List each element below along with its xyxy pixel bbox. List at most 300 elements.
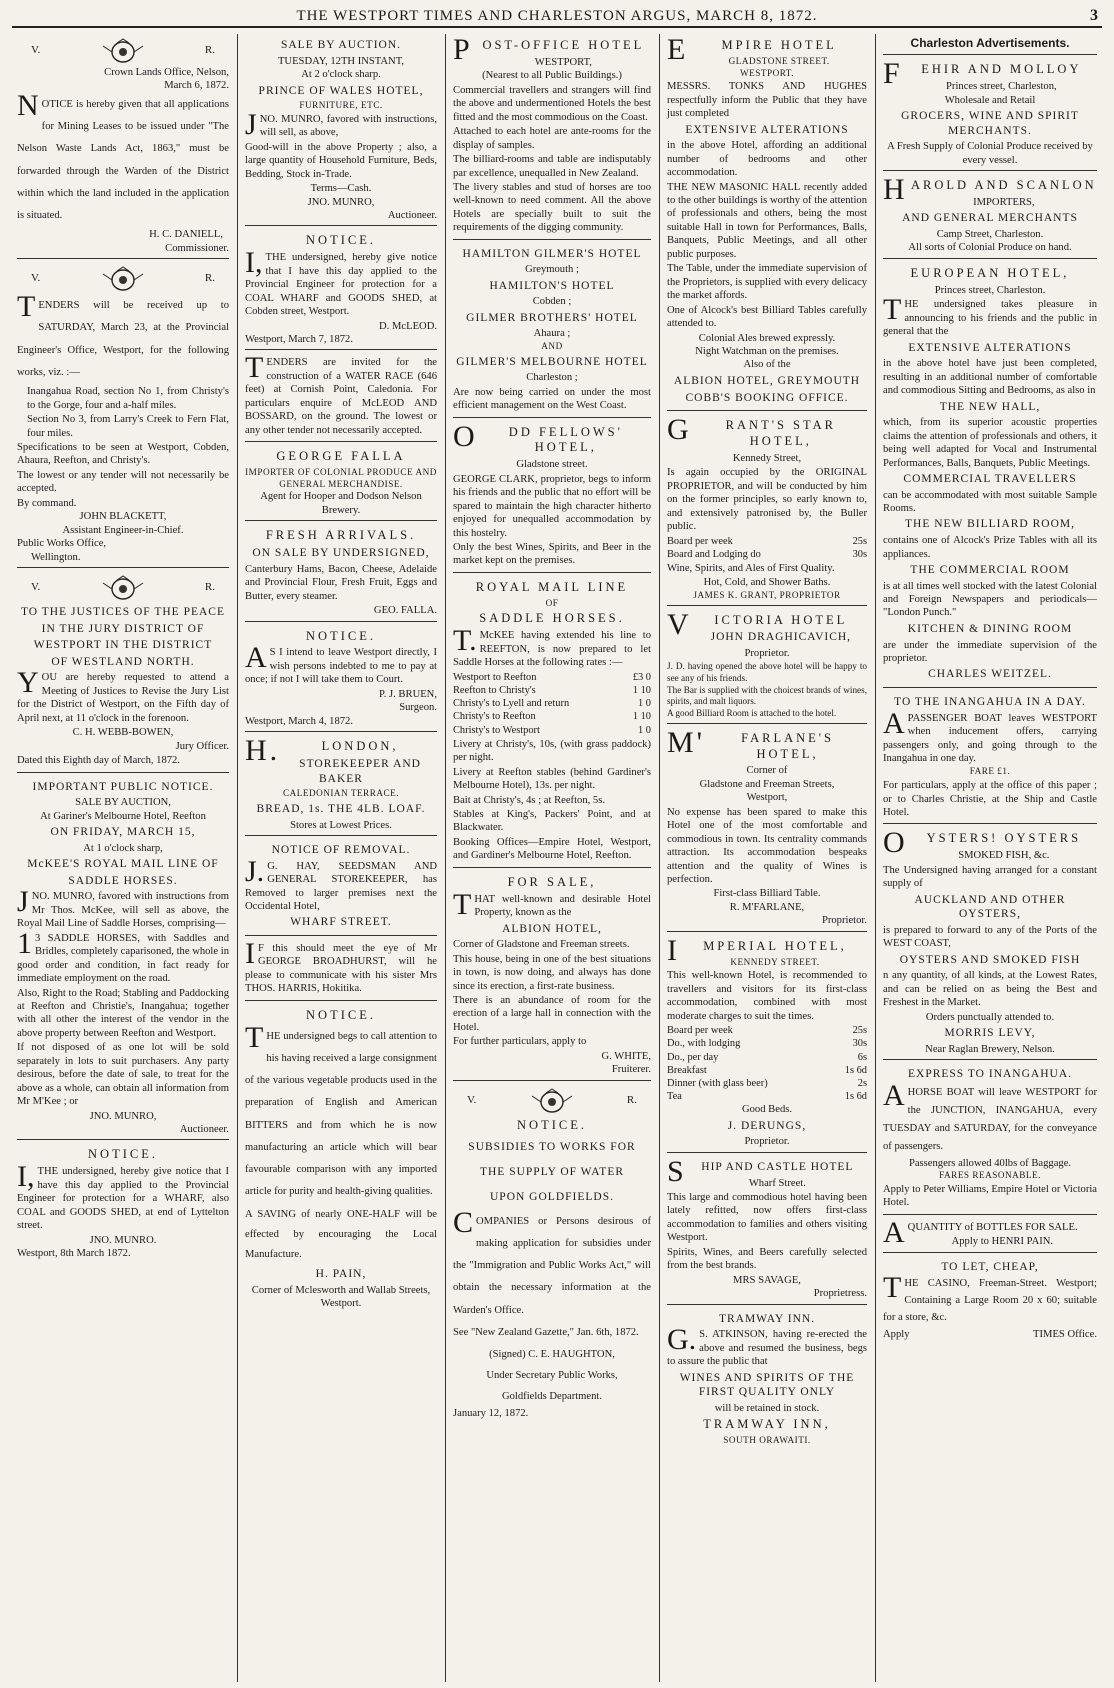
ad-body: THE NEW MASONIC HALL recently added to the other buildings is worthy of the attention of professionals and others, being the most suitable Hall in town for Performances, Balls, Banquets, Public Meetings, and all other public purposes. bbox=[667, 181, 867, 260]
price-cell: 1 10 bbox=[632, 711, 651, 723]
ad-body: Is again occupied by the ORIGINAL PROPRIETOR, and will be conducted by him on the former principles, so early known to, and extensively patronised by, the Buller public. bbox=[667, 467, 867, 533]
rate-row bbox=[667, 1051, 867, 1064]
business-name: H.LONDON, bbox=[245, 734, 399, 768]
agent-line: Agent for Hooper and Dodson Nelson Brewery. bbox=[260, 491, 422, 516]
of-line: OF bbox=[545, 597, 559, 608]
ad-body: which, from its superior acoustic properties claims the attention of professionals and others, it being well adapted for Vocal and Instrumental Performances, Balls, Banquets, Public Meetings. bbox=[883, 417, 1097, 469]
price-cell: 1 0 bbox=[638, 724, 651, 736]
vr-crest-header bbox=[17, 264, 229, 294]
ad-body: The Undersigned having arranged for a constant supply of bbox=[883, 864, 1097, 890]
crown-lands-notice bbox=[17, 34, 229, 259]
item-cell: Dinner (with glass beer) bbox=[667, 1078, 768, 1090]
imperial-hotel-ad bbox=[667, 935, 867, 1153]
column-rule bbox=[875, 34, 876, 1682]
important-notice bbox=[17, 776, 229, 1141]
ad-body: THE CASINO, Freeman-Street. Westport; Containing a Large Room 20 x 60; suitable for a store, &c. bbox=[883, 1271, 1097, 1324]
ad-body: in the above hotel have just been completed, resulting in an additional number of comfortable and commodious Sitting and Bedrooms, as also in bbox=[883, 358, 1097, 397]
item-cell: Board per week bbox=[667, 1025, 733, 1037]
apply-line: Apply to Peter Williams, Empire Hotel or Victoria Hotel. bbox=[883, 1184, 1097, 1209]
european-hotel-ad bbox=[883, 262, 1097, 688]
sale-line: SALE BY AUCTION, bbox=[75, 797, 171, 809]
orders-line: Orders punctually attended to. bbox=[925, 1011, 1055, 1023]
sub-heading: THE NEW HALL, bbox=[939, 400, 1041, 413]
ad-body: AHORSE BOAT will leave WESTPORT for the JUNCTION, INANGAHUA, every TUESDAY and SATURDAY, for the conveyance of passengers. bbox=[883, 1078, 1097, 1152]
ad-body: The Bar is supplied with the choicest brands of wines, spirits, and malt liquors. bbox=[667, 684, 867, 706]
item-cell: Board and Lodging do bbox=[667, 548, 761, 560]
saving-line: A SAVING of nearly ONE-HALF will be effected by encouraging the Local Manufacture. bbox=[245, 1208, 437, 1260]
rate-row bbox=[667, 1024, 867, 1037]
signatory-role: Commissioner. bbox=[165, 242, 229, 254]
price-cell: £3 0 bbox=[632, 671, 651, 683]
place-line: Cobden ; bbox=[532, 296, 572, 308]
signatory: (Signed) C. E. HAUGHTON, bbox=[489, 1348, 615, 1360]
vr-letter-v: V. bbox=[31, 44, 41, 57]
signatory-role: Jury Officer. bbox=[175, 740, 229, 752]
justices-notice bbox=[17, 571, 229, 773]
rates-table bbox=[667, 1024, 867, 1103]
heading: FOR SALE, bbox=[507, 874, 597, 889]
bitters-notice bbox=[245, 1004, 437, 1314]
goods-line: FURNITURE, ETC. bbox=[299, 100, 383, 111]
empire-hotel-ad bbox=[667, 34, 867, 411]
signatory: MRS SAVAGE, bbox=[733, 1274, 801, 1286]
ad-body: AQUANTITY of BOTTLES FOR SALE. bbox=[883, 1215, 1078, 1249]
business-name: VICTORIA HOTEL bbox=[667, 607, 848, 641]
royal-crest-icon bbox=[100, 266, 146, 292]
ad-body: contains one of Alcock's Prize Tables with all its appliances. bbox=[883, 535, 1097, 560]
vr-letter-r: R. bbox=[204, 44, 215, 57]
sub-heading: THE NEW BILLIARD ROOM, bbox=[905, 518, 1075, 531]
ad-body: JNO. MUNRO, favored with instructions, will sell, as above, bbox=[245, 107, 437, 141]
charleston-header bbox=[883, 34, 1097, 55]
price-cell: 30s bbox=[852, 1038, 867, 1050]
heading-line: McKEE'S ROYAL MAIL LINE OF bbox=[27, 858, 219, 871]
route-cell: Christy's to Westport bbox=[453, 724, 540, 736]
business-name: SHIP AND CASTLE HOTEL bbox=[667, 1154, 854, 1188]
heading: NOTICE. bbox=[88, 1147, 158, 1162]
vr-letter-v: V. bbox=[31, 272, 41, 285]
sub-heading: AUCKLAND AND OTHER OYSTERS, bbox=[914, 893, 1066, 921]
office-label: TIMES Office. bbox=[1033, 1329, 1097, 1341]
and-line: AND bbox=[541, 340, 563, 351]
heading: SADDLE HORSES. bbox=[479, 611, 625, 626]
signatory: G. WHITE, bbox=[601, 1050, 651, 1062]
notice-body: THE undersigned begs to call attention to his having received a large consignment of the various vegetable products used in the preparation of English and American BITTERS and from which he is now manufacturing an article which will bear favourable comparison with any imported article for purity and health-giving qualities. bbox=[245, 1020, 437, 1198]
office-line: Crown Lands Office, Nelson, bbox=[104, 67, 229, 78]
signatory: JAMES K. GRANT, PROPRIETOR bbox=[693, 589, 841, 600]
ad-body: No expense has been spared to make this Hotel one of the most comfortable and commodious in town. Its centrality commands attraction. Its accommodation bespeaks attention and the quality of Wines is perfection. bbox=[667, 806, 867, 886]
price-cell: 1s 6d bbox=[844, 1091, 867, 1103]
place-line: SOUTH ORAWAITI. bbox=[723, 1435, 811, 1446]
mcleod-notice bbox=[245, 229, 437, 350]
vr-letter-v: V. bbox=[467, 1093, 477, 1106]
trade-line: GROCERS, WINE AND SPIRIT MERCHANTS. bbox=[901, 110, 1079, 137]
route-cell: Reefton to Christy's bbox=[453, 684, 536, 696]
sub-heading: SMOKED FISH, &c. bbox=[958, 850, 1050, 862]
ad-body: This well-known Hotel, is recommended to travellers and visitors for its first-class accommodation, combined with most moderate charges to suit the times. bbox=[667, 970, 867, 1022]
vr-crest-header bbox=[17, 573, 229, 603]
sub-heading: SUBSIDIES TO WORKS FOR bbox=[468, 1140, 636, 1153]
ad-body: Night Watchman on the premises. bbox=[695, 346, 839, 357]
notice-body: YOU are hereby requested to attend a Meeting of Justices to Revise the Jury List for the District of Westport, on the Fifth day of April next, at 11 o'clock in the forenoon. bbox=[17, 666, 229, 724]
billiard-line: First-class Billiard Table. bbox=[713, 888, 821, 900]
royal-crest-icon bbox=[529, 1088, 575, 1114]
vr-crest-header bbox=[453, 1086, 651, 1116]
rate-row bbox=[667, 1077, 867, 1090]
gilmer-hotels-ad bbox=[453, 243, 651, 418]
place-line: Near Raglan Brewery, Nelson. bbox=[925, 1043, 1055, 1055]
price-cell: 30s bbox=[852, 548, 867, 560]
signatory-role: Under Secretary Public Works, bbox=[486, 1370, 618, 1382]
date-line: Westport, March 7, 1872. bbox=[245, 334, 354, 345]
ad-body: Are now being carried on under the most efficient management on the West Coast. bbox=[453, 386, 651, 412]
notice-body: I,THE undersigned, hereby give notice that I have this day applied to the Provincial Engineer for protection for a COAL WHARF and GOODS SHED, at Cobden street, Westport. bbox=[245, 246, 437, 318]
business-name: M'FARLANE'S HOTEL, bbox=[667, 725, 834, 761]
rate-row bbox=[453, 684, 651, 697]
lot-line: 13 SADDLE HORSES, with Saddles and Bridles, completely caparisoned, the whole in good order and condition, in fact ready for immediate employment on the road. bbox=[17, 926, 229, 985]
column-1 bbox=[12, 34, 234, 1682]
ad-body: APASSENGER BOAT leaves WESTPORT when inducement offers, carrying passengers only, and going through to the Inangahua in one day. bbox=[883, 706, 1097, 764]
fares-line: FARES REASONABLE. bbox=[939, 1170, 1041, 1181]
heading: TRAMWAY INN. bbox=[718, 1312, 816, 1325]
dated-line: Dated this Eighth day of March, 1872. bbox=[17, 755, 180, 767]
hotel-name: ALBION HOTEL, GREYMOUTH bbox=[673, 374, 861, 387]
ad-body: Only the best Wines, Spirits, and Beer in the market kept on the premises. bbox=[453, 542, 651, 567]
place-line: CALEDONIAN TERRACE. bbox=[282, 788, 399, 799]
stables-line: Stables at King's, Packers' Point, and at Blackwater. bbox=[453, 809, 651, 834]
street-line: Princes street, Charleston, bbox=[946, 81, 1057, 93]
notice-body: AS I intend to leave Westport directly, I wish persons indebted to me to pay at once; if not I will take them to Court. bbox=[245, 641, 437, 686]
ad-body: MESSRS. TONKS AND HUGHES respectfully inform the Public that they have just completed bbox=[667, 81, 867, 120]
fare-line: FARE £1. bbox=[969, 766, 1011, 777]
rate-row bbox=[453, 724, 651, 737]
masthead bbox=[12, 6, 1102, 28]
rate-row bbox=[453, 710, 651, 723]
livery-line: Livery at Christy's, 10s, (with grass paddock) per night. bbox=[453, 738, 651, 764]
ad-body: THE undersigned takes pleasure in announcing to his friends and the public in general that the bbox=[883, 293, 1097, 338]
sub-heading: THE SUPPLY OF WATER bbox=[479, 1165, 625, 1178]
grants-star-hotel-ad bbox=[667, 414, 867, 605]
notice-body: NOTICE is hereby given that all applications for Mining Leases to be issued under "The Nelson Waste Lands Act, 1863," must be forwarded through the Warden of the District within which the land included in the application is situated. bbox=[17, 88, 229, 222]
sub-heading: KITCHEN & DINING ROOM bbox=[907, 622, 1073, 635]
victoria-hotel-ad bbox=[667, 609, 867, 724]
ad-body: Spirits, Wines, and Beers carefully selected from the best brands. bbox=[667, 1246, 867, 1272]
albion-for-sale-ad bbox=[453, 871, 651, 1081]
signatory: H. C. DANIELL, bbox=[149, 229, 223, 241]
signatory: H. PAIN, bbox=[315, 1267, 367, 1280]
item-cell: Breakfast bbox=[667, 1064, 707, 1076]
ad-body: There is an abundance of room for the erection of a large hall in connection with the Hotel. bbox=[453, 995, 651, 1033]
price-cell: 1s 6d bbox=[844, 1064, 867, 1076]
business-name: ODD FELLOWS' HOTEL, bbox=[453, 419, 623, 455]
place-line: Charleston ; bbox=[526, 372, 578, 384]
rate-row bbox=[667, 1037, 867, 1050]
bait-line: Bait at Christy's, 4s ; at Reefton, 5s. bbox=[453, 794, 605, 806]
ad-body: The Table, under the immediate supervision of the Proprietors, is supplied with every delicacy the market affords. bbox=[667, 263, 867, 302]
sub-heading: ON SALE BY UNDERSIGNED, bbox=[252, 547, 430, 560]
signatory-role: Proprietor. bbox=[821, 915, 867, 927]
signatory: R. M'FARLANE, bbox=[729, 901, 805, 913]
ad-body: Attached to each hotel are ante-rooms for the display of samples. bbox=[453, 126, 651, 151]
signatory-role: Fruiterer. bbox=[611, 1064, 651, 1076]
ad-body: Wine, Spirits, and Ales of First Quality. bbox=[667, 562, 835, 574]
signatory-role: Proprietress. bbox=[813, 1288, 867, 1300]
place-line: Wellington. bbox=[31, 551, 81, 563]
mfarlanes-hotel-ad bbox=[667, 727, 867, 932]
ad-body: A Fresh Supply of Colonial Produce received by every vessel. bbox=[887, 141, 1093, 166]
london-ad bbox=[245, 735, 437, 836]
date-line: January 12, 1872. bbox=[453, 1408, 529, 1420]
section-heading: Charleston Advertisements. bbox=[910, 36, 1070, 50]
bottles-ad bbox=[883, 1215, 1097, 1253]
trade-line: IMPORTER OF COLONIAL PRODUCE AND GENERAL MERCHANDISE. bbox=[245, 467, 437, 489]
dept-line: Goldfields Department. bbox=[501, 1391, 603, 1403]
heading-line: IN THE JURY DISTRICT OF bbox=[41, 622, 205, 635]
sub-line: (Nearest to all Public Buildings.) bbox=[482, 70, 622, 82]
signatory: C. H. WEBB-BOWEN, bbox=[72, 727, 174, 739]
ad-body: The billiard-rooms and table are indisputably par excellence, unequalled in New Zealand. bbox=[453, 154, 651, 179]
column-5 bbox=[878, 34, 1102, 1682]
notice-body: JNO. MUNRO, favored with instructions from Mr Thos. McKee, will sell as above, the Royal Mail Line of Saddle Horses, comprising— bbox=[17, 885, 229, 930]
trade-line: IMPORTERS, bbox=[973, 196, 1035, 208]
ad-body: A good Billiard Room is attached to the hotel. bbox=[667, 707, 837, 718]
post-office-hotel-ad bbox=[453, 34, 651, 240]
ad-body: GEORGE CLARK, proprietor, begs to inform his friends and the public that no effort will be spared to maintain the high character hitherto enjoyed for unequalled accommodation by this hostelry. bbox=[453, 473, 651, 539]
rate-row bbox=[667, 535, 867, 548]
ad-body: is prepared to forward to any of the Ports of the WEST COAST, bbox=[883, 924, 1097, 950]
bruen-notice bbox=[245, 625, 437, 733]
auction-ad bbox=[245, 34, 437, 226]
hotel-name: HAMILTON GILMER'S HOTEL bbox=[462, 247, 642, 260]
column-2 bbox=[240, 34, 442, 1682]
passenger-boat-ad bbox=[883, 691, 1097, 824]
tender-intro: TENDERS will be received up to SATURDAY, March 23, at the Provincial Engineer's Office, Westport, for the following works, viz. :— bbox=[17, 290, 229, 378]
ad-body: This house, being in one of the best situations in town, is now doing, and always has done since its erection, a first-rate business. bbox=[453, 953, 651, 992]
street-line: KENNEDY STREET. bbox=[730, 956, 820, 967]
signatory: MORRIS LEVY, bbox=[944, 1027, 1036, 1040]
column-rule bbox=[659, 34, 660, 1682]
heading: NOTICE OF REMOVAL. bbox=[271, 844, 411, 856]
tender-item: Section No 3, from Larry's Creek to Fern Flat, four miles. bbox=[27, 414, 229, 439]
signatory: D. McLEOD. bbox=[379, 320, 437, 332]
business-name: GEORGE FALLA bbox=[276, 449, 406, 464]
water-race-tender bbox=[245, 353, 437, 442]
trade-line: STOREKEEPER AND BAKER bbox=[299, 758, 421, 785]
ad-body: Corner of Gladstone and Freeman streets. bbox=[453, 939, 630, 951]
price-cell: 2s bbox=[857, 1078, 867, 1090]
harold-scanlon-ad bbox=[883, 174, 1097, 259]
sub-heading: EXTENSIVE ALTERATIONS bbox=[908, 341, 1072, 354]
time-line: At 2 o'clock sharp. bbox=[301, 69, 381, 81]
sub-heading: EXTENSIVE ALTERATIONS bbox=[685, 123, 849, 136]
office-name: COBB'S BOOKING OFFICE. bbox=[685, 391, 849, 404]
baggage-line: Passengers allowed 40lbs of Baggage. bbox=[908, 1157, 1072, 1169]
ad-body: n any quantity, of all kinds, at the Lowest Rates, and can be relied on as being the Best and Freshest in the Market. bbox=[883, 970, 1097, 1009]
business-name: HAROLD AND SCANLON bbox=[883, 173, 1097, 207]
royal-mail-line-ad bbox=[453, 576, 651, 868]
signatory: GEO. FALLA. bbox=[373, 605, 437, 617]
hotel-name: ALBION HOTEL, bbox=[502, 922, 602, 935]
street-line: WHARF STREET. bbox=[290, 916, 392, 929]
notice-body: I,THE undersigned, hereby give notice that I have this day applied to the Provincial Engineer for protection for a WHARF, also COAL and GOODS SHED, at end of Lyttelton street. bbox=[17, 1160, 229, 1232]
street-line: Kennedy Street, bbox=[732, 452, 802, 464]
water-subsidy-notice bbox=[453, 1084, 651, 1424]
location-line: At Gariner's Melbourne Hotel, Reefton bbox=[40, 810, 206, 822]
odd-fellows-hotel-ad bbox=[453, 421, 651, 573]
column-3 bbox=[448, 34, 656, 1682]
ad-body: in the above Hotel, affording an additional number of bedrooms and other accommodation. bbox=[667, 140, 867, 179]
route-cell: Westport to Reefton bbox=[453, 671, 537, 683]
livery-line: Livery at Reefton stables (behind Gardiner's Melbourne Hotel), 13s. per night. bbox=[453, 766, 651, 792]
vr-letter-r: R. bbox=[204, 272, 215, 285]
signatory: J. DERUNGS, bbox=[727, 1119, 807, 1132]
signatory: CHARLES WEITZEL. bbox=[928, 668, 1052, 681]
see-line: See "New Zealand Gazette," Jan. 6th, 1872. bbox=[453, 1326, 639, 1338]
town-line: WESTPORT, bbox=[534, 56, 592, 68]
stock-line: will be retained in stock. bbox=[714, 1402, 820, 1414]
street-line: Gladstone street. bbox=[516, 459, 588, 471]
column-4 bbox=[662, 34, 872, 1682]
item-cell: Board per week bbox=[667, 535, 733, 547]
rates-table bbox=[453, 671, 651, 737]
signatory-role: Surgeon. bbox=[399, 702, 437, 714]
business-name: TRAMWAY INN, bbox=[703, 1417, 831, 1432]
tender-body: TENDERS are invited for the construction of a WATER RACE (646 feet) at Cornish Point, Caledonia. For particulars enquire of McLEOD AND BOSSARD, on the ground. The lowest or any other tender not necessarily accepted. bbox=[245, 351, 437, 436]
price-cell: 1 0 bbox=[638, 698, 651, 710]
fresh-arrivals-ad bbox=[245, 524, 437, 621]
heading: TO LET, CHEAP, bbox=[941, 1260, 1039, 1273]
vr-letter-r: R. bbox=[626, 1093, 637, 1106]
signatory: JNO. MUNRO. bbox=[89, 1234, 157, 1246]
sub-heading: THE COMMERCIAL ROOM bbox=[910, 563, 1070, 576]
date-line: Westport, 8th March 1872. bbox=[17, 1248, 131, 1260]
street-line: GLADSTONE STREET. bbox=[728, 55, 830, 66]
price-line: BREAD, 1s. THE 4LB. LOAF. bbox=[256, 802, 426, 815]
ad-body: G.S. ATKINSON, having re-erected the above and resumed the business, begs to assure the public that bbox=[667, 1323, 867, 1368]
oysters-ad bbox=[883, 827, 1097, 1060]
signatory: P. J. BRUEN, bbox=[379, 688, 437, 700]
ad-body: is at all times well stocked with the latest Colonial and Foreign Newspapers and periodicals— "London Punch." bbox=[883, 580, 1097, 619]
notice-body: IF this should meet the eye of Mr GEORGE BROADHURST, will he please to communicate with his sister Mrs THOS. HARRIS, Hokitika. bbox=[245, 937, 437, 995]
item-cell: Tea bbox=[667, 1091, 682, 1103]
falla-ad bbox=[245, 445, 437, 521]
ad-body: All sorts of Colonial Produce on hand. bbox=[908, 242, 1072, 254]
vr-letter-v: V. bbox=[31, 581, 41, 594]
column-rule bbox=[237, 34, 238, 1682]
rate-row bbox=[667, 1064, 867, 1077]
business-name: FEHIR AND MOLLOY bbox=[883, 57, 1082, 91]
corner-line: Corner of bbox=[746, 765, 788, 777]
signatory-role: Proprietor. bbox=[744, 1136, 790, 1148]
heading: SALE BY AUCTION. bbox=[280, 39, 402, 51]
heading: NOTICE. bbox=[306, 628, 376, 643]
price-cell: 25s bbox=[852, 1025, 867, 1037]
heading: FRESH ARRIVALS. bbox=[265, 528, 417, 543]
royal-crest-icon bbox=[100, 38, 146, 64]
date-line: March 6, 1872. bbox=[164, 80, 229, 92]
signatory: JOHN BLACKETT, bbox=[79, 511, 167, 523]
town-line: Westport, bbox=[746, 792, 788, 804]
hotel-name: GILMER'S MELBOURNE HOTEL bbox=[456, 355, 648, 368]
ad-body: Colonial Ales brewed expressly. bbox=[698, 332, 836, 344]
business-name: GRANT'S STAR HOTEL, bbox=[667, 413, 836, 448]
item-cell: Do., per day bbox=[667, 1051, 719, 1063]
rates-table bbox=[667, 535, 867, 561]
beds-line: Good Beds. bbox=[741, 1104, 793, 1116]
apply-label: Apply bbox=[883, 1329, 910, 1341]
ad-body: J. D. having opened the above hotel will be happy to see any of his friends. bbox=[667, 661, 867, 683]
express-inangahua-ad bbox=[883, 1063, 1097, 1215]
ad-body: THAT well-known and desirable Hotel Property, known as the bbox=[453, 887, 651, 921]
signatory-role: Assistant Engineer-in-Chief. bbox=[62, 524, 184, 536]
business-name: IMPERIAL HOTEL, bbox=[667, 933, 847, 967]
hotel-name: HAMILTON'S HOTEL bbox=[489, 279, 615, 292]
ad-body: The livery stables and stud of horses are too well-known to need comment. All the above Hotels are specially built to suit the requirements of the digging community. bbox=[453, 181, 651, 234]
price-cell: 1 10 bbox=[632, 684, 651, 696]
rate-row bbox=[667, 548, 867, 561]
ad-body: can be accommodated with most suitable Sample Rooms. bbox=[883, 489, 1097, 515]
route-cell: Christy's to Reefton bbox=[453, 711, 536, 723]
town-line: WESTPORT. bbox=[739, 67, 795, 78]
heading: NOTICE. bbox=[306, 233, 376, 248]
apply-line: For further particulars, apply to bbox=[453, 1036, 587, 1048]
date-line: Westport, March 4, 1872. bbox=[245, 715, 354, 727]
heading-line: WESTPORT IN THE DISTRICT bbox=[33, 639, 213, 652]
price-cell: 6s bbox=[857, 1051, 867, 1063]
signatory-role: Auctioneer. bbox=[179, 1124, 229, 1136]
notice-body: J.G. HAY, SEEDSMAN AND GENERAL STOREKEEPER, has Removed to larger premises next the Occidental Hotel, bbox=[245, 854, 437, 912]
rate-row bbox=[453, 697, 651, 710]
apply-line: Apply to HENRI PAIN. bbox=[951, 1236, 1054, 1248]
price-cell: 25s bbox=[852, 535, 867, 547]
page-number: 3 bbox=[1090, 7, 1098, 24]
also-line: Also of the bbox=[743, 359, 791, 371]
ad-body: Good-will in the above Property ; also, a large quantity of Household Furniture, Beds, Bedding, Stock in-Trade. bbox=[245, 141, 437, 180]
wharf-notice bbox=[17, 1143, 229, 1263]
booking-line: Booking Offices—Empire Hotel, Westport, and Gardiner's Melbourne Hotel, Reefton. bbox=[453, 836, 651, 862]
ad-body: One of Alcock's best Billiard Tables carefully attended to. bbox=[667, 304, 867, 330]
route-cell: Christy's to Lyell and return bbox=[453, 698, 570, 710]
item-cell: Do., with lodging bbox=[667, 1038, 741, 1050]
column-rule bbox=[445, 34, 446, 1682]
sub-heading: OYSTERS AND SMOKED FISH bbox=[899, 953, 1081, 966]
tenders-notice bbox=[17, 262, 229, 568]
tramway-inn-ad bbox=[667, 1308, 867, 1450]
lot-line: Also, Right to the Road; Stabling and Paddocking at Reefton and Christie's, Inangahua; together with all other the interest of the vendor in the above property between Reefton and Westport. bbox=[17, 987, 229, 1039]
place-line: Greymouth ; bbox=[525, 264, 579, 276]
ad-body: For particulars, apply at the office of this paper ; or to Charles Christie, at the Ship and Castle Hotel. bbox=[883, 780, 1097, 819]
heading-line: SADDLE HORSES. bbox=[68, 874, 178, 887]
tender-item: Inangahua Road, section No 1, from Christy's to the Gorge, four and a-half miles. bbox=[27, 386, 229, 411]
heading: ROYAL MAIL LINE bbox=[475, 579, 629, 594]
newspaper-title: THE WESTPORT TIMES AND CHARLESTON ARGUS, MARCH 8, 1872. bbox=[296, 8, 818, 24]
heading: OYSTERS! OYSTERS bbox=[883, 826, 1082, 860]
heading-line: OF WESTLAND NORTH. bbox=[51, 655, 195, 668]
heading: EXPRESS TO INANGAHUA. bbox=[907, 1068, 1073, 1081]
heading: NOTICE. bbox=[517, 1117, 587, 1132]
street-line: Princes street, Charleston. bbox=[934, 284, 1046, 296]
trade-line: Wholesale and Retail bbox=[944, 94, 1036, 106]
address-line: Corner of Mclesworth and Wallab Streets, Westport. bbox=[251, 1284, 431, 1309]
owner-role: Proprietor. bbox=[744, 648, 790, 660]
command-line: By command. bbox=[17, 497, 77, 509]
office-line: Public Works Office, bbox=[17, 538, 107, 550]
baths-line: Hot, Cold, and Shower Baths. bbox=[703, 577, 831, 589]
date-line: ON FRIDAY, MARCH 15, bbox=[50, 826, 196, 839]
rate-row bbox=[453, 671, 651, 684]
heading: NOTICE. bbox=[306, 1007, 376, 1022]
business-name: EMPIRE HOTEL bbox=[667, 34, 837, 66]
